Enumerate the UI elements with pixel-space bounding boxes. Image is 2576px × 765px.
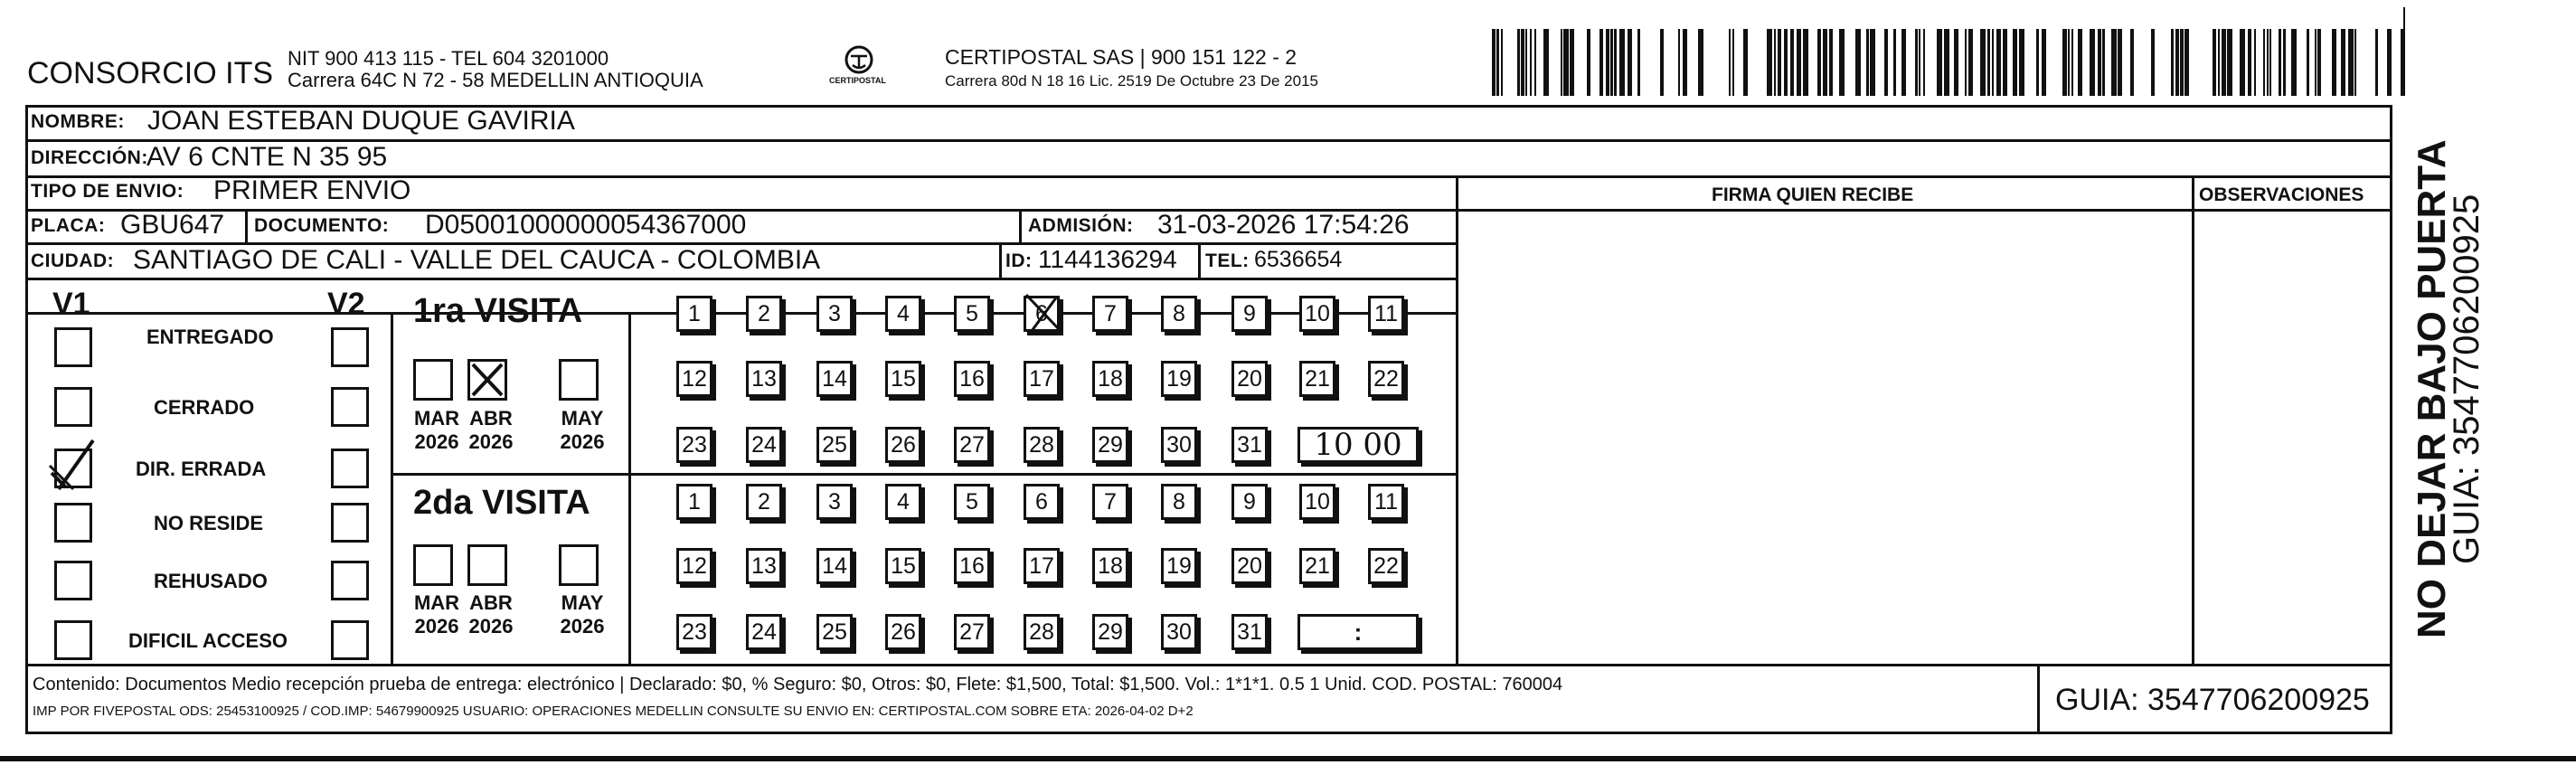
footer-guia: GUIA: 3547706200925: [2055, 683, 2370, 717]
visit1-day-box[interactable]: 30: [1161, 427, 1197, 463]
visit1-day-box[interactable]: 2: [746, 296, 782, 332]
visit1-day-box[interactable]: 7: [1092, 296, 1128, 332]
visit1-month-checkbox[interactable]: [467, 359, 507, 401]
side-guia: GUIA: 3547706200925: [2447, 194, 2486, 564]
visit1-month-checkbox[interactable]: [559, 359, 599, 401]
footer-line1: Contenido: Documentos Medio recepción prueba de entrega: electrónico | Declarado: $0, % Seguro: $0, Otros: $0, Flete: $1,500, Total: $1,500. Vol.: 1*1*1. 0.5 1 Unid. COD. POSTAL: 760004: [33, 675, 1563, 694]
visit2-day-box[interactable]: 8: [1161, 484, 1197, 520]
visit1-day-box[interactable]: 14: [816, 361, 853, 397]
company-name: CONSORCIO ITS: [27, 56, 274, 90]
visit1-day-box[interactable]: 17: [1024, 361, 1060, 397]
visit1-day-box[interactable]: 20: [1231, 361, 1268, 397]
visit1-title: 1ra VISITA: [413, 292, 583, 330]
status-label: ENTREGADO: [146, 326, 274, 348]
shipment-type-label: TIPO DE ENVIO:: [31, 181, 184, 202]
visit1-month-label: ABR 2026: [468, 407, 514, 453]
signature-header: FIRMA QUIEN RECIBE: [1712, 184, 1914, 205]
visit2-title: 2da VISITA: [413, 484, 590, 522]
visit2-day-box[interactable]: 14: [816, 548, 853, 584]
visit2-day-box[interactable]: 2: [746, 484, 782, 520]
visit2-day-box[interactable]: 23: [676, 614, 712, 650]
status-label: DIFICIL ACCESO: [128, 629, 288, 652]
status-label: DIR. ERRADA: [136, 458, 267, 480]
visit1-day-box[interactable]: 13: [746, 361, 782, 397]
certipostal-logo: [818, 42, 900, 92]
visit1-day-box[interactable]: 24: [746, 427, 782, 463]
visit2-month-checkbox[interactable]: [413, 544, 453, 586]
visit2-day-box[interactable]: 20: [1231, 548, 1268, 584]
x-mark-icon: [1023, 293, 1062, 333]
visit1-day-box[interactable]: 11: [1368, 296, 1404, 332]
id-label: ID:: [1005, 250, 1033, 271]
admission-date: 31-03-2026 17:54:26: [1157, 210, 1410, 240]
visit2-day-box[interactable]: 15: [885, 548, 921, 584]
v2-label: V2: [327, 287, 365, 321]
visit2-day-box[interactable]: 7: [1092, 484, 1128, 520]
status-label: REHUSADO: [154, 570, 268, 592]
visit1-day-box[interactable]: 8: [1161, 296, 1197, 332]
visit2-day-box[interactable]: 22: [1368, 548, 1404, 584]
visit1-time-box: [1297, 427, 1419, 463]
visit2-time: :: [1354, 618, 1363, 646]
x-mark-icon: [470, 362, 505, 398]
visit2-day-box[interactable]: 6: [1024, 484, 1060, 520]
visit2-day-box[interactable]: 27: [954, 614, 990, 650]
certipostal-logo-text: CERTIPOSTAL: [829, 76, 886, 85]
visit1-day-box[interactable]: 5: [954, 296, 990, 332]
document-label: DOCUMENTO:: [254, 215, 390, 236]
visit1-day-box[interactable]: 22: [1368, 361, 1404, 397]
visit2-day-box[interactable]: 1: [676, 484, 712, 520]
visit1-month-label: MAR 2026: [413, 407, 460, 453]
status-label: CERRADO: [154, 396, 255, 419]
visit2-day-box[interactable]: 21: [1299, 548, 1335, 584]
visit2-day-box[interactable]: 3: [816, 484, 853, 520]
address-label: DIRECCIÓN:: [31, 147, 148, 168]
visit2-day-box[interactable]: 30: [1161, 614, 1197, 650]
visit1-day-box[interactable]: 9: [1231, 296, 1268, 332]
visit2-month-checkbox[interactable]: [559, 544, 599, 586]
visit1-day-box[interactable]: 25: [816, 427, 853, 463]
visit1-day-box[interactable]: 15: [885, 361, 921, 397]
visit2-day-box[interactable]: 11: [1368, 484, 1404, 520]
document-number: D05001000000054367000: [425, 210, 747, 240]
recipient-name: JOAN ESTEBAN DUQUE GAVIRIA: [147, 106, 575, 136]
observations-header: OBSERVACIONES: [2199, 184, 2364, 205]
visit1-day-box[interactable]: 26: [885, 427, 921, 463]
nit-line: NIT 900 413 115 - TEL 604 3201000: [288, 47, 609, 70]
visit1-time: 10 00: [1314, 427, 1402, 463]
barcode-icon: [1492, 29, 2414, 96]
visit1-day-box[interactable]: 3: [816, 296, 853, 332]
v2-checkbox[interactable]: [331, 327, 369, 367]
certipostal-name: CERTIPOSTAL SAS | 900 151 122 - 2: [945, 45, 1297, 69]
recipient-id: 1144136294: [1038, 245, 1177, 273]
visit1-day-box[interactable]: 12: [676, 361, 712, 397]
city-label: CIUDAD:: [31, 250, 115, 271]
status-label: NO RESIDE: [154, 512, 264, 534]
visit1-month-label: MAY 2026: [560, 407, 605, 453]
plate-label: PLACA:: [31, 215, 106, 236]
margin-tick: [2403, 7, 2405, 34]
visit2-day-box[interactable]: 24: [746, 614, 782, 650]
address-line: Carrera 64C N 72 - 58 MEDELLIN ANTIOQUIA: [288, 69, 703, 91]
v1-checkbox[interactable]: [54, 327, 92, 367]
visit2-time-box: [1297, 614, 1419, 650]
recipient-address: AV 6 CNTE N 35 95: [146, 142, 388, 172]
visit1-day-box[interactable]: 18: [1092, 361, 1128, 397]
visit2-month-checkbox[interactable]: [467, 544, 507, 586]
v2-checkbox[interactable]: [331, 449, 369, 488]
visit1-day-box[interactable]: 27: [954, 427, 990, 463]
v1-checkbox[interactable]: [54, 561, 92, 600]
tel: 6536654: [1254, 247, 1343, 272]
visit2-day-box[interactable]: 4: [885, 484, 921, 520]
v2-checkbox[interactable]: [331, 387, 369, 427]
visit1-day-box[interactable]: 21: [1299, 361, 1335, 397]
visit2-day-box[interactable]: 17: [1024, 548, 1060, 584]
visit2-day-box[interactable]: 29: [1092, 614, 1128, 650]
city: SANTIAGO DE CALI - VALLE DEL CAUCA - COLOMBIA: [133, 245, 821, 275]
visit2-day-box[interactable]: 28: [1024, 614, 1060, 650]
visit2-day-box[interactable]: 26: [885, 614, 921, 650]
visit1-day-box[interactable]: 28: [1024, 427, 1060, 463]
visit1-day-box[interactable]: 29: [1092, 427, 1128, 463]
visit1-day-box[interactable]: 1: [676, 296, 712, 332]
visit2-month-label: MAY 2026: [560, 591, 605, 638]
admission-label: ADMISIÓN:: [1028, 215, 1134, 236]
v1-checkbox[interactable]: [54, 620, 92, 660]
shipment-type: PRIMER ENVIO: [213, 175, 411, 205]
visit2-day-box[interactable]: 16: [954, 548, 990, 584]
v2-checkbox[interactable]: [331, 561, 369, 600]
visit2-day-box[interactable]: 19: [1161, 548, 1197, 584]
visit2-day-box[interactable]: 31: [1231, 614, 1268, 650]
plate: GBU647: [120, 210, 225, 240]
visit2-day-box[interactable]: 18: [1092, 548, 1128, 584]
visit2-day-box[interactable]: 25: [816, 614, 853, 650]
visit1-day-box[interactable]: 4: [885, 296, 921, 332]
v2-checkbox[interactable]: [331, 620, 369, 660]
name-label: NOMBRE:: [31, 111, 125, 132]
certipostal-address: Carrera 80d N 18 16 Lic. 2519 De Octubre 23 De 2015: [945, 72, 1318, 90]
v1-checkbox[interactable]: [54, 449, 92, 488]
visit2-day-box[interactable]: 5: [954, 484, 990, 520]
visit2-month-label: MAR 2026: [413, 591, 460, 638]
v2-checkbox[interactable]: [331, 503, 369, 543]
visit1-month-checkbox[interactable]: [413, 359, 453, 401]
check-mark-icon: [46, 439, 100, 493]
visit2-day-box[interactable]: 13: [746, 548, 782, 584]
side-warning: NO DEJAR BAJO PUERTA: [2410, 139, 2454, 638]
bottom-edge-line: [0, 756, 2576, 761]
visit2-day-box[interactable]: 10: [1299, 484, 1335, 520]
v1-checkbox[interactable]: [54, 387, 92, 427]
v1-label: V1: [52, 287, 90, 321]
v1-checkbox[interactable]: [54, 503, 92, 543]
visit1-day-box[interactable]: 6: [1024, 296, 1060, 332]
tel-label: TEL:: [1205, 250, 1250, 271]
visit1-day-box[interactable]: 16: [954, 361, 990, 397]
visit2-day-box[interactable]: 9: [1231, 484, 1268, 520]
visit1-day-box[interactable]: 10: [1299, 296, 1335, 332]
visit2-day-box[interactable]: 12: [676, 548, 712, 584]
visit2-month-label: ABR 2026: [468, 591, 514, 638]
visit1-day-box[interactable]: 19: [1161, 361, 1197, 397]
footer-line2: IMP POR FIVEPOSTAL ODS: 25453100925 / COD.IMP: 54679900925 USUARIO: OPERACIONES MEDELLIN CONSULTE SU ENVIO EN: CERTIPOSTAL.COM SOBRE ETA: 2026-04-02 D+2: [33, 704, 1194, 719]
visit1-day-box[interactable]: 31: [1231, 427, 1268, 463]
visit1-day-box[interactable]: 23: [676, 427, 712, 463]
